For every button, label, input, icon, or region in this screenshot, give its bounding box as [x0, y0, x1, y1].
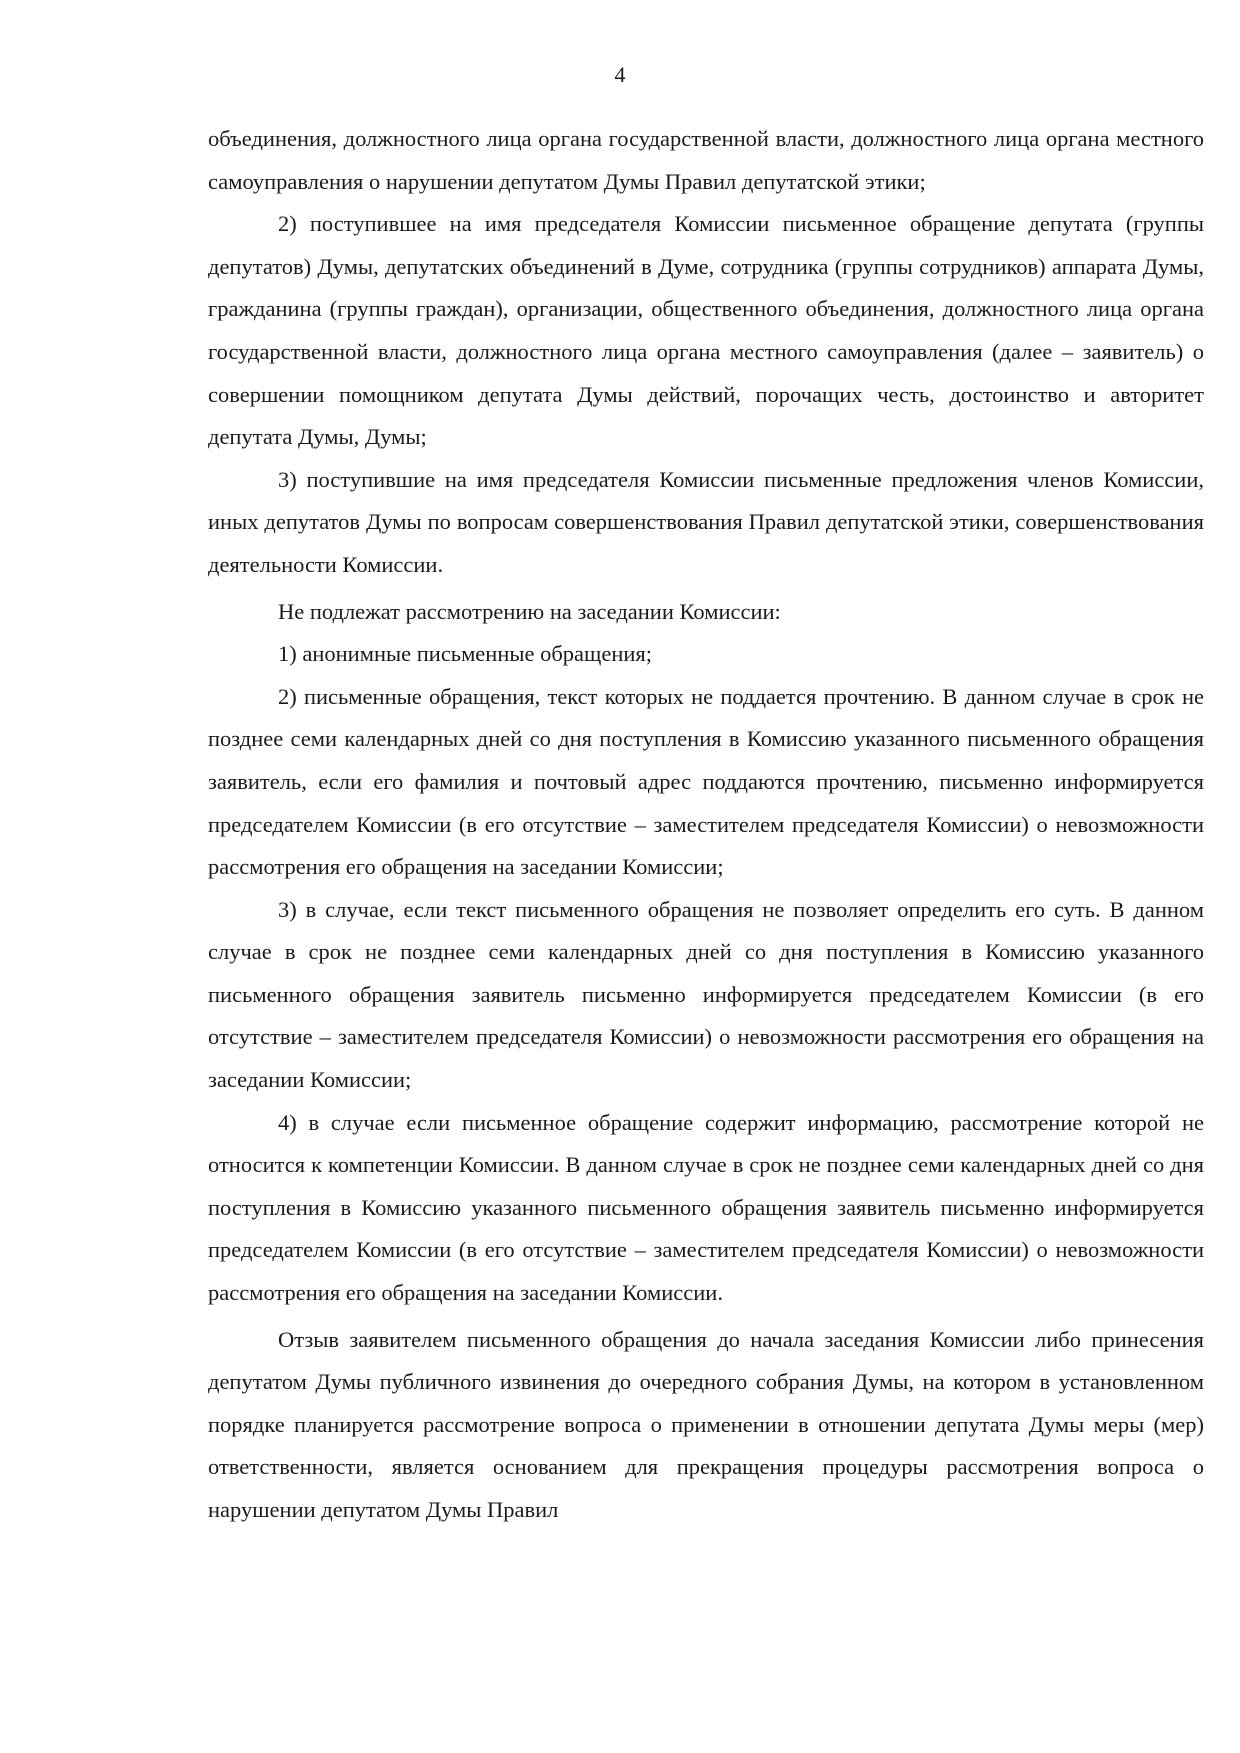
paragraph-exclusion-3: 3) в случае, если текст письменного обращения не позволяет определить его суть. В данном случае в срок не позднее семи календарных дней со дня поступления в Комиссию указанного письменного обращения заявитель письменно информируется председателем Комиссии (в его отсутствие – заместителем председателя Комиссии) о невозможности рассмотрения его обращения на заседании Комиссии;	[208, 896, 1204, 1093]
paragraph-exclusion-4: 4) в случае если письменное обращение содержит информацию, рассмотрение которой не относится к компетенции Комиссии. В данном случае в срок не позднее семи календарных дней со дня поступления в Комиссию указанного письменного обращения заявитель письменно информируется председателем Комиссии (в его отсутствие – заместителем председателя Комиссии) о невозможности рассмотрения его обращения на заседании Комиссии.	[208, 1109, 1204, 1306]
paragraph-withdrawal: Отзыв заявителем письменного обращения до начала заседания Комиссии либо принесения депутатом Думы публичного извинения до очередного собрания Думы, на котором в установленном порядке планируется рассмотрение вопроса о применении в отношении депутата Думы меры (мер) ответственности, является основанием для прекращения процедуры рассмотрения вопроса о нарушении депутатом Думы Правил	[208, 1326, 1204, 1522]
paragraph-continuation: объединения, должностного лица органа государственной власти, должностного лица органа местного самоуправления о нарушении депутатом Думы Правил депутатской этики;	[208, 126, 1204, 194]
paragraph-item-3-proposals: 3) поступившие на имя председателя Комиссии письменные предложения членов Комиссии, иных депутатов Думы по вопросам совершенствования Правил депутатской этики, совершенствования деятельности Комиссии.	[208, 466, 1204, 577]
paragraph-exclusion-1: 1) анонимные письменные обращения;	[278, 641, 653, 667]
document-body	[208, 118, 1204, 1532]
page-number: 4	[614, 62, 626, 87]
paragraph-item-2-complaint: 2) поступившее на имя председателя Комиссии письменное обращение депутата (группы депутатов) Думы, депутатских объединений в Думе, сотрудника (группы сотрудников) аппарата Думы, гражданина (группы граждан), организации, общественного объединения, должностного лица органа государственной власти, должностного лица органа местного самоуправления (далее – заявитель) о совершении помощником депутата Думы действий, порочащих честь, достоинство и авторитет депутата Думы, Думы;	[208, 211, 1204, 450]
paragraph-exclusion-2: 2) письменные обращения, текст которых не поддается прочтению. В данном случае в срок не позднее семи календарных дней со дня поступления в Комиссию указанного письменного обращения заявитель, если его фамилия и почтовый адрес поддаются прочтению, письменно информируется председателем Комиссии (в его отсутствие – заместителем председателя Комиссии) о невозможности рассмотрения его обращения на заседании Комиссии;	[208, 683, 1204, 880]
paragraph-not-subject-heading: Не подлежат рассмотрению на заседании Комиссии:	[278, 598, 781, 624]
